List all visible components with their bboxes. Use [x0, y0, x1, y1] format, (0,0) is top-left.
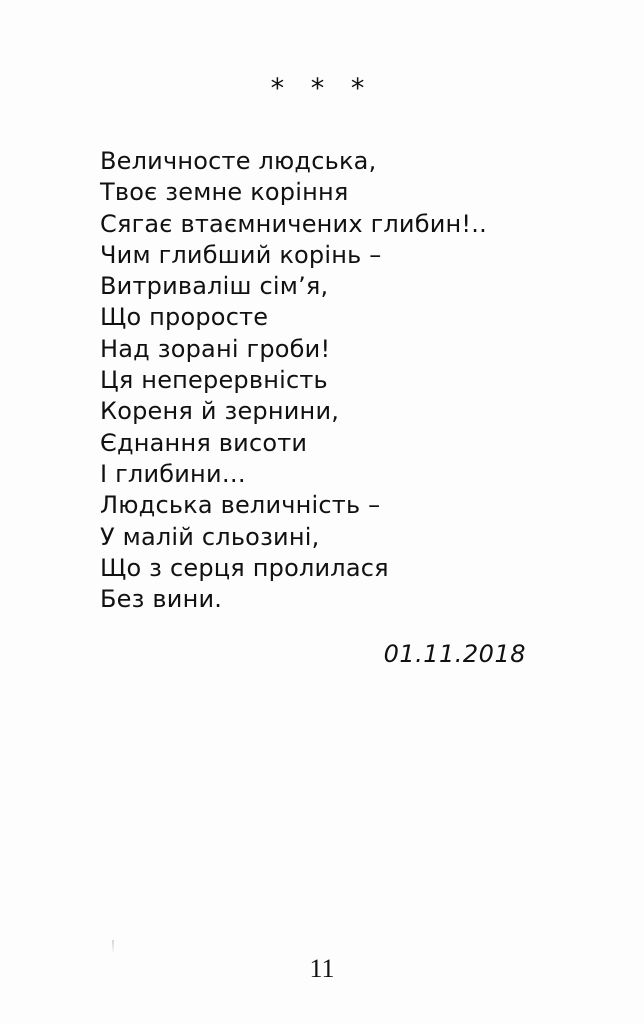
poem-line: Людська величність – — [100, 491, 381, 520]
poem-date: 01.11.2018 — [383, 640, 526, 668]
poem-line: Витриваліш сім’я, — [100, 272, 329, 301]
section-separator: * * * — [270, 73, 374, 104]
poem-line: Чим глибший корінь – — [100, 240, 382, 269]
poem-line: Твоє земне коріння — [100, 178, 349, 207]
paper-speck — [112, 940, 114, 954]
poem-line: Над зорані гроби! — [100, 334, 331, 363]
poem — [100, 146, 487, 615]
poem-line: Без вини. — [100, 585, 223, 614]
poem-line: У малій сльозині, — [100, 522, 320, 551]
poem-line: Ця неперервність — [100, 366, 328, 395]
poem-line: Що з серця пролилася — [100, 553, 389, 582]
poem-line: Величносте людська, — [100, 147, 377, 175]
poem-line: Єднання висоти — [100, 428, 308, 457]
page-number: 11 — [309, 954, 335, 983]
poem-line: Сягає втаємничених глибин!.. — [100, 209, 487, 238]
poem-line: Що проросте — [100, 303, 269, 332]
poem-line: Кореня й зернини, — [100, 397, 340, 426]
poem-line: І глибини… — [100, 459, 246, 488]
